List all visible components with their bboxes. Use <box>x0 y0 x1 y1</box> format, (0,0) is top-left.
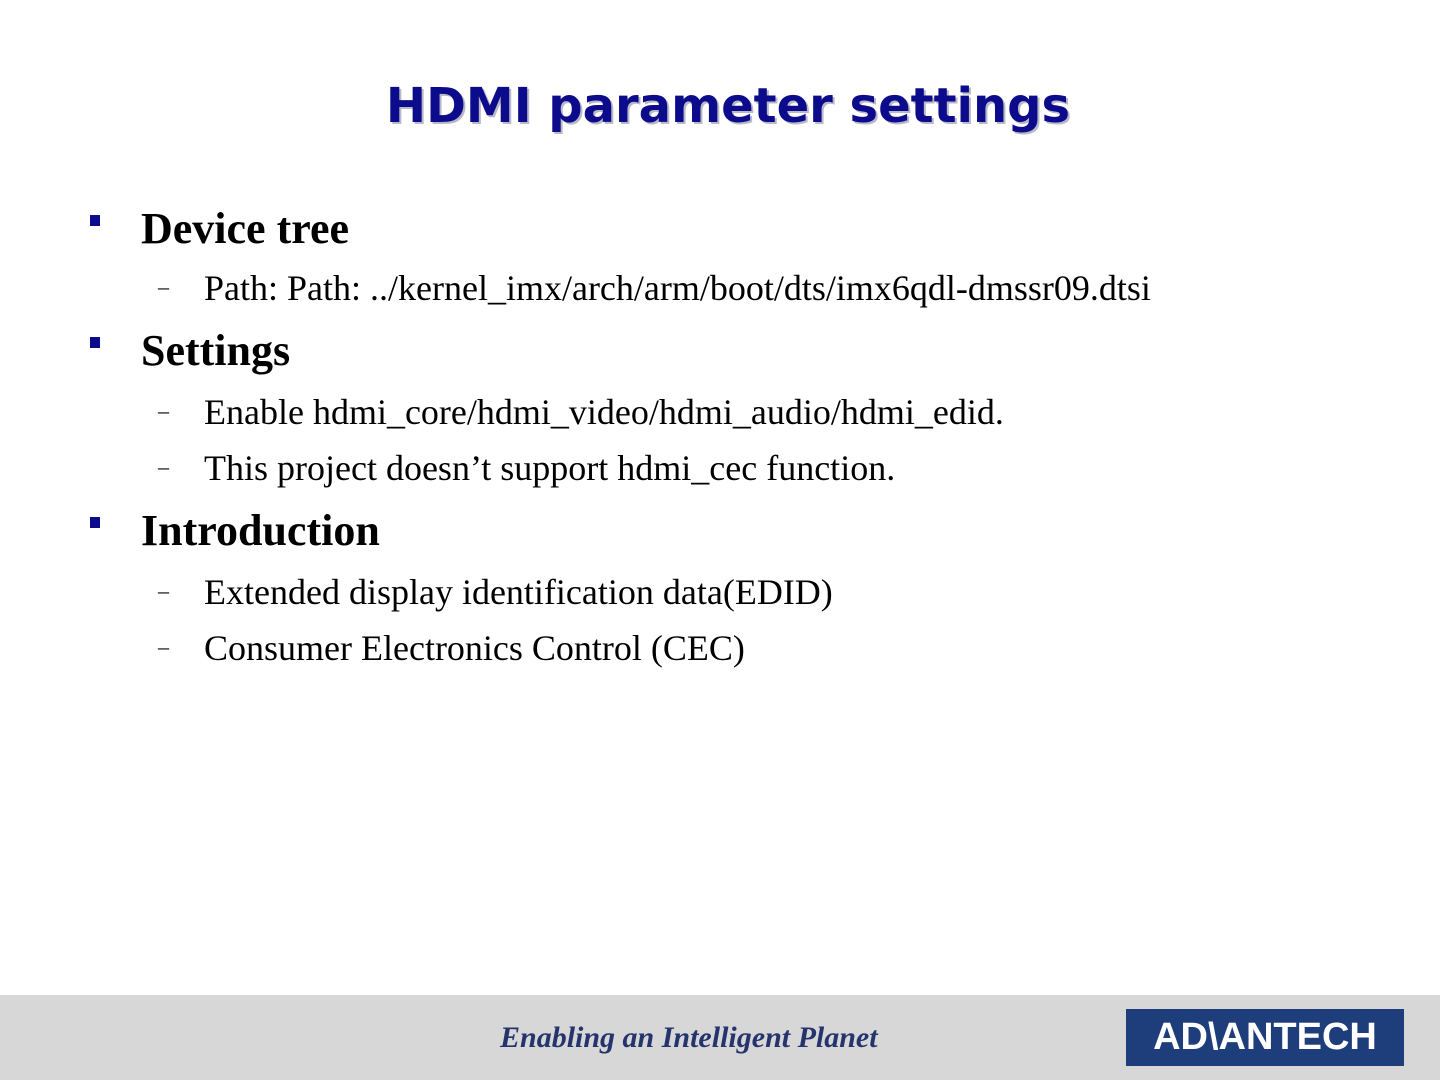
section-heading-settings: Settings <box>141 326 291 375</box>
slide-title: HDMI parameter settings <box>385 78 1071 134</box>
square-bullet-icon <box>90 517 100 528</box>
square-bullet-icon <box>90 215 100 226</box>
advantech-logo <box>1126 1009 1404 1066</box>
footer-slogan: Enabling an Intelligent Planet <box>500 1021 878 1054</box>
section-heading-introduction: Introduction <box>141 506 380 555</box>
section-heading-device-tree: Device tree <box>141 204 350 253</box>
dash-bullet-icon: – <box>158 454 169 479</box>
dash-bullet-icon: – <box>158 274 169 299</box>
dash-bullet-icon: – <box>158 634 169 659</box>
sub-item-enable-hdmi: Enable hdmi_core/hdmi_video/hdmi_audio/hdmi_edid. <box>204 392 1004 432</box>
square-bullet-icon <box>90 337 100 348</box>
logo-text: AD\ANTECH <box>1153 1016 1377 1058</box>
sub-item-edid: Extended display identification data(EDID) <box>204 572 833 612</box>
sub-item-no-cec-support: This project doesn’t support hdmi_cec function. <box>204 448 896 488</box>
dash-bullet-icon: – <box>158 578 169 603</box>
sub-item-dts-path: Path: Path: ../kernel_imx/arch/arm/boot/dts/imx6qdl-dmssr09.dtsi <box>204 268 1151 308</box>
sub-item-cec: Consumer Electronics Control (CEC) <box>204 628 745 668</box>
dash-bullet-icon: – <box>158 398 169 423</box>
